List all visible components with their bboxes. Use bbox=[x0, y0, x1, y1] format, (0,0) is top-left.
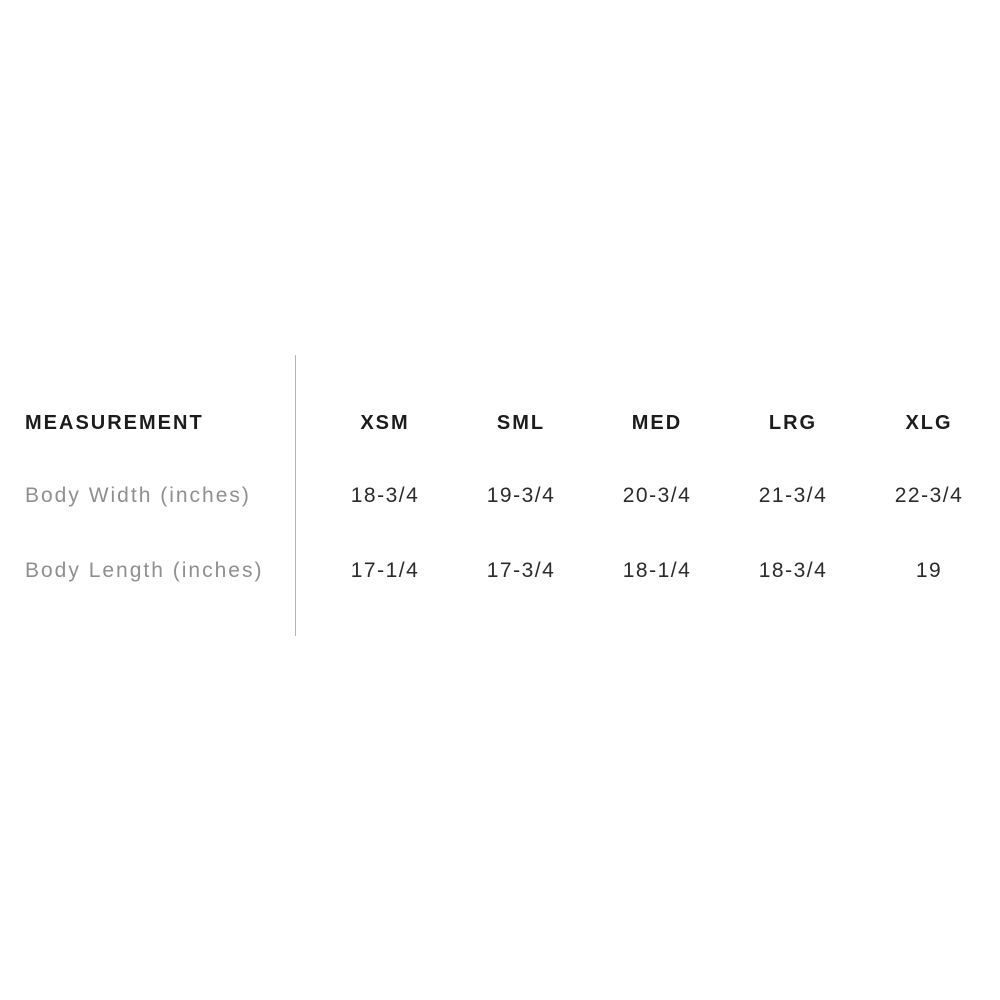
body-length-lrg-value: 18-3/4 bbox=[758, 559, 828, 582]
size-column-header-sml: SML bbox=[496, 411, 546, 434]
table-row-body-length bbox=[0, 558, 1000, 584]
body-width-sml-value: 19-3/4 bbox=[486, 484, 556, 507]
body-width-lrg-value: 21-3/4 bbox=[758, 484, 828, 507]
row-label-body-length: Body Length (inches) bbox=[25, 559, 264, 582]
body-length-sml-value: 17-3/4 bbox=[486, 559, 556, 582]
body-width-med-value: 20-3/4 bbox=[622, 484, 692, 507]
size-chart-table bbox=[0, 355, 1000, 636]
table-header-row bbox=[0, 410, 1000, 436]
row-label-body-width: Body Width (inches) bbox=[25, 484, 251, 507]
body-width-xsm-value: 18-3/4 bbox=[350, 484, 420, 507]
size-column-header-lrg: LRG bbox=[768, 411, 818, 434]
measurement-column-header: MEASUREMENT bbox=[25, 411, 204, 434]
size-column-header-med: MED bbox=[631, 411, 683, 434]
body-length-med-value: 18-1/4 bbox=[622, 559, 692, 582]
size-column-header-xlg: XLG bbox=[905, 411, 953, 434]
body-width-xlg-value: 22-3/4 bbox=[894, 484, 964, 507]
body-length-xlg-value: 19 bbox=[915, 559, 943, 582]
table-row-body-width bbox=[0, 483, 1000, 509]
body-length-xsm-value: 17-1/4 bbox=[350, 559, 420, 582]
size-column-header-xsm: XSM bbox=[360, 411, 410, 434]
